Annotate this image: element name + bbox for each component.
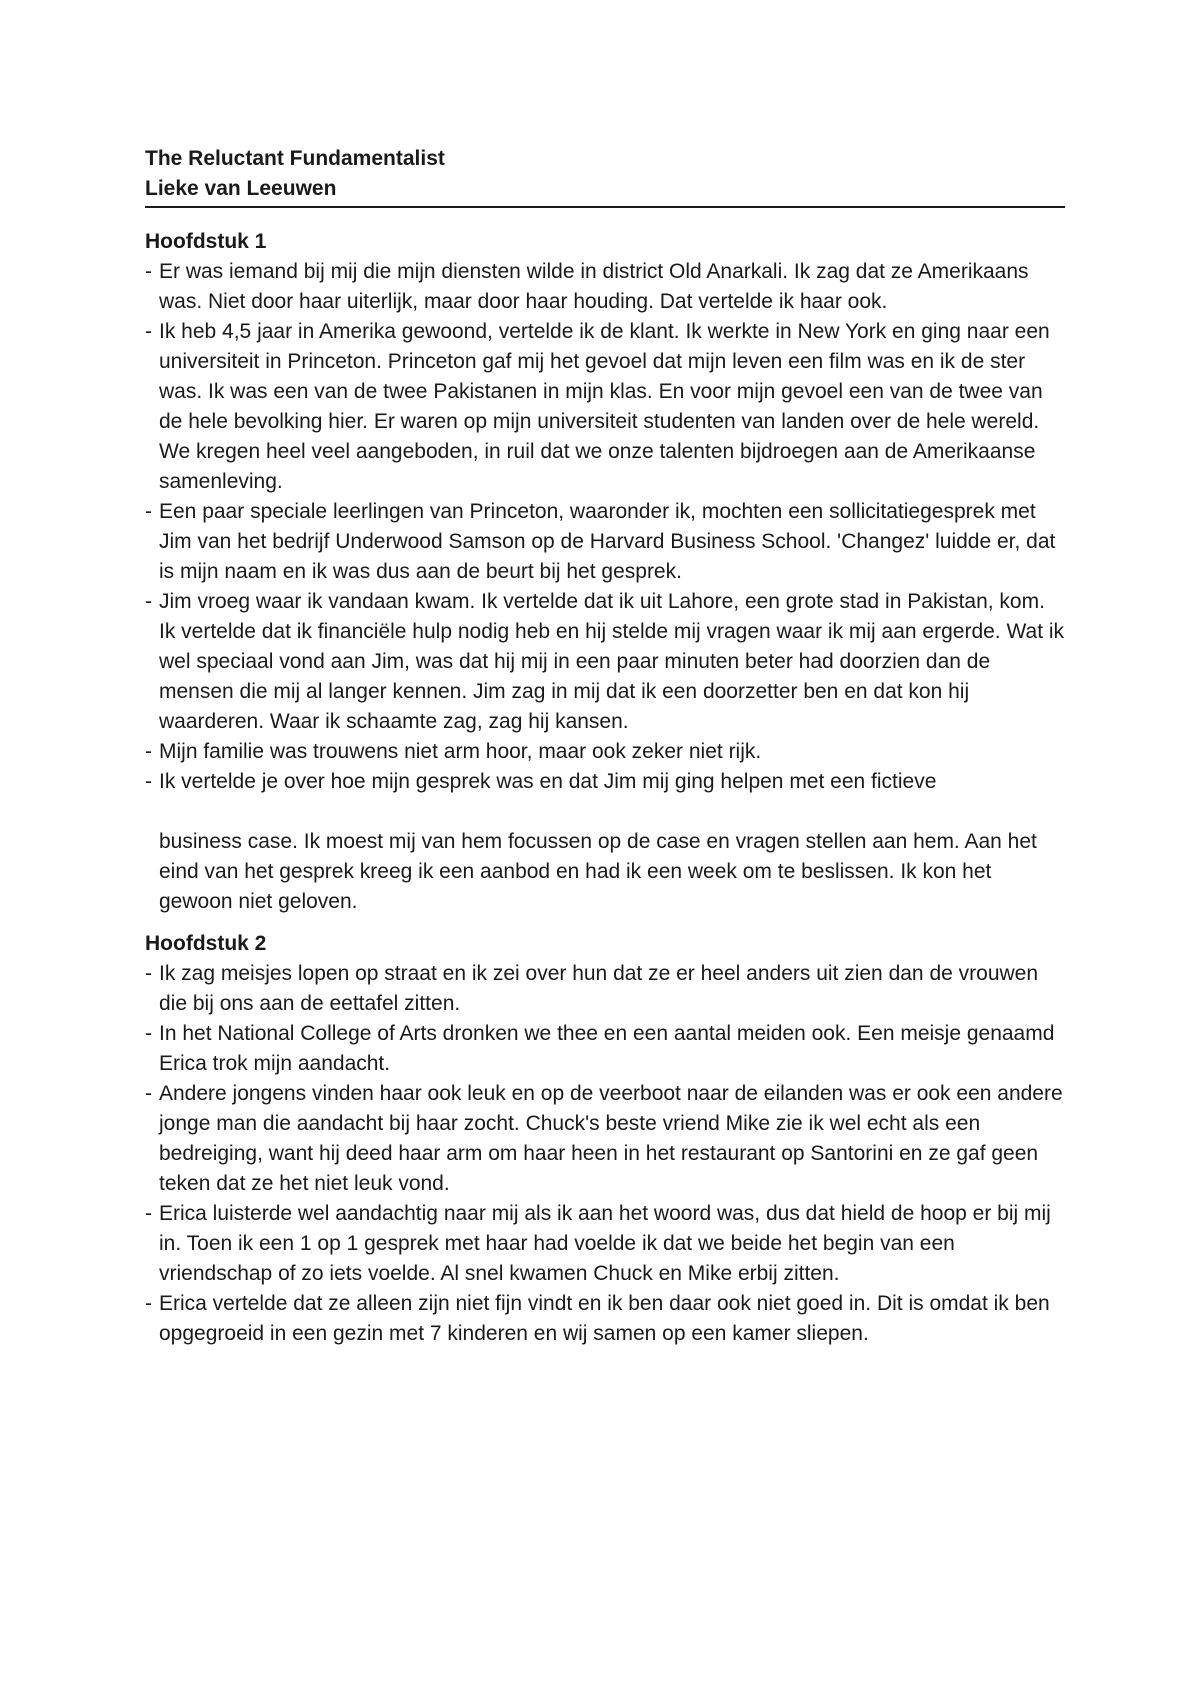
document-title: The Reluctant Fundamentalist [145,147,445,170]
document-header [145,144,1065,208]
bullet-item: - Erica luisterde wel aandachtig naar mij als ik aan het woord was, dus dat hield de hoop er bij mij in. Toen ik een 1 op 1 gesprek met haar had voelde ik dat we beide het begin van een vriendschap of zo iets voelde. Al snel kwamen Chuck en Mike erbij zitten. [145,1199,1065,1289]
bullet-item: - Ik zag meisjes lopen op straat en ik zei over hun dat ze er heel anders uit zien dan de vrouwen die bij ons aan de eettafel zitten. [145,959,1065,1019]
bullet-item: - Erica vertelde dat ze alleen zijn niet fijn vindt en ik ben daar ook niet goed in. Dit is omdat ik ben opgegroeid in een gezin met 7 kinderen en wij samen op een kamer sliepen. [145,1289,1065,1349]
document-author: Lieke van Leeuwen [145,177,337,200]
bullet-text-continued: business case. Ik moest mij van hem focussen op de case en vragen stellen aan hem. Aan het eind van het gesprek kreeg ik een aanbod en had ik een week om te beslissen. Ik kon het gewoon niet geloven. [159,830,1037,913]
chapter-2 [145,929,1065,1349]
document-page [145,144,1065,1349]
bullet-item: - Andere jongens vinden haar ook leuk en op de veerboot naar de eilanden was er ook een andere jonge man die aandacht bij haar zocht. Chuck's beste vriend Mike zie ik wel echt als een bedreiging, want hij deed haar arm om haar heen in het restaurant op Santorini en ze gaf geen teken dat ze het niet leuk vond. [145,1079,1065,1199]
bullet-item: - Mijn familie was trouwens niet arm hoor, maar ook zeker niet rijk. [145,737,1065,767]
line-gap [159,797,1065,827]
bullet-text-first-line: - Ik vertelde je over hoe mijn gesprek was en dat Jim mij ging helpen met een fictieve [159,770,937,793]
chapter-heading: Hoofdstuk 2 [145,932,267,955]
chapter-1 [145,227,1065,917]
bullet-item: - In het National College of Arts dronken we thee en een aantal meiden ook. Een meisje genaamd Erica trok mijn aandacht. [145,1019,1065,1079]
chapter-2-bullet-list [145,959,1065,1349]
bullet-item-split [145,767,1065,917]
bullet-item: - Ik heb 4,5 jaar in Amerika gewoond, vertelde ik de klant. Ik werkte in New York en ging naar een universiteit in Princeton. Princeton gaf mij het gevoel dat mijn leven een film was en ik de ster was. Ik was een van de twee Pakistanen in mijn klas. En voor mijn gevoel een van de twee van de hele bevolking hier. Er waren op mijn universiteit studenten van landen over de hele wereld. We kregen heel veel aangeboden, in ruil dat we onze talenten bijdroegen aan de Amerikaanse samenleving. [145,317,1065,497]
bullet-item: - Een paar speciale leerlingen van Princeton, waaronder ik, mochten een sollicitatiegesprek met Jim van het bedrijf Underwood Samson op de Harvard Business School. 'Changez' luidde er, dat is mijn naam en ik was dus aan de beurt bij het gesprek. [145,497,1065,587]
bullet-item: - Er was iemand bij mij die mijn diensten wilde in district Old Anarkali. Ik zag dat ze Amerikaans was. Niet door haar uiterlijk, maar door haar houding. Dat vertelde ik haar ook. [145,257,1065,317]
bullet-item: - Jim vroeg waar ik vandaan kwam. Ik vertelde dat ik uit Lahore, een grote stad in Pakistan, kom. Ik vertelde dat ik financiële hulp nodig heb en hij stelde mij vragen waar ik mij aan ergerde. Wat ik wel speciaal vond aan Jim, was dat hij mij in een paar minuten beter had doorzien dan de mensen die mij al langer kennen. Jim zag in mij dat ik een doorzetter ben en dat kon hij waarderen. Waar ik schaamte zag, zag hij kansen. [145,587,1065,737]
chapter-1-bullet-list [145,257,1065,917]
chapter-heading: Hoofdstuk 1 [145,230,267,253]
